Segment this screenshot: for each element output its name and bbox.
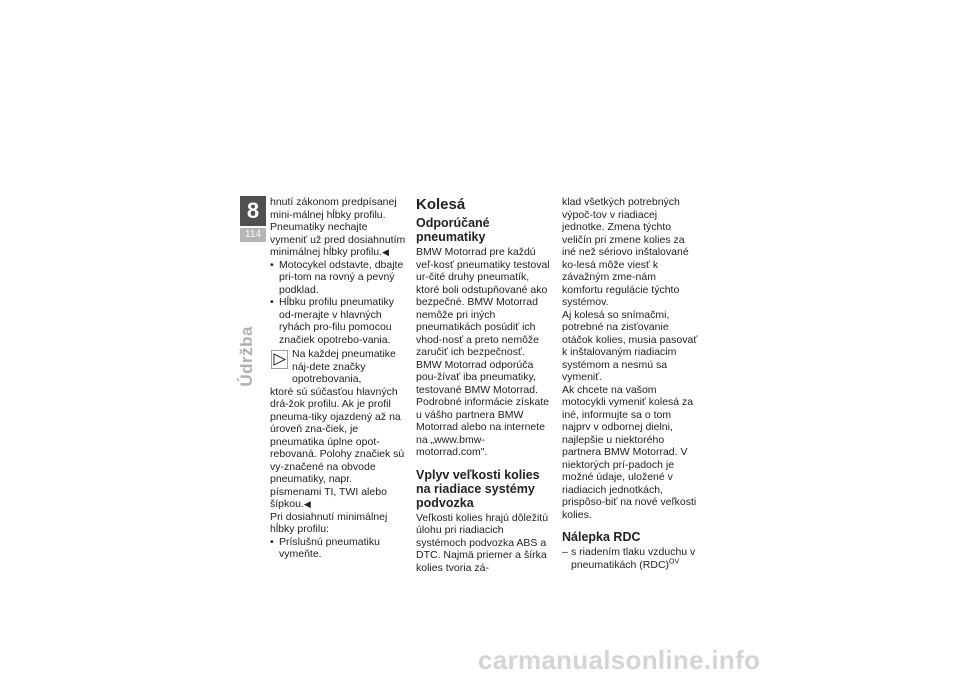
note-rest-text: ktoré sú súčasťou hlavných drá-žok profilu. Ak je profil pneuma-tiky ojazdený až na úroveň zna-čiek, je pneumatika úplne opot-rebovaná. Polohy značiek sú vy-značené na obvode pneumatiky, napr. písmenami TI, TWI alebo šípkou. — [270, 385, 405, 510]
note-text-continued — [270, 386, 406, 511]
note-text: Na každej pneumatike náj-dete značky opotrebovania, — [292, 348, 396, 385]
chapter-tab — [240, 196, 266, 242]
watermark: carmanualsonline.info — [478, 645, 761, 675]
bullet-item: • Motocykel odstavte, dbajte pri-tom na rovný a pevný podklad. — [270, 259, 406, 297]
page-number: 114 — [240, 228, 266, 242]
bullet-item: • Hĺbku profilu pneumatiky od-merajte v hlavných ryhách pro-filu pomocou značiek opotrebo-vania. — [270, 296, 406, 346]
note-block — [270, 348, 406, 511]
paragraph: BMW Motorrad pre každú veľ-kosť pneumatiky testoval ur-čité druhy pneumatík, ktoré boli odstupňované ako bezpečné. BMW Motorrad nemôže pri iných pneumatikách posúdiť ich vhod-nosť a preto nemôže zaručiť ich bezpečnosť. — [416, 246, 550, 358]
dash-item — [562, 546, 698, 571]
end-mark-icon: ◀ — [382, 247, 389, 257]
column-right — [562, 196, 698, 571]
section-title: Údržba — [237, 326, 256, 387]
paragraph: hnutí zákonom predpísanej mini-málnej hĺbky profilu. — [270, 196, 397, 221]
triangle-note-icon — [271, 350, 288, 369]
subheading-rdc-sticker: Nálepka RDC — [562, 530, 641, 544]
paragraph: Ak chcete na vašom motocykli vymeniť kolesá za iné, informujte sa o tom najprv v odbornej dielni, najlepšie u niektorého partnera BMW Motorrad. V niektorých prí-padoch je možné údaje, uložené v riadiacich jednotkách, prispôso-biť na nové veľkosti kolies. — [562, 383, 697, 521]
bullet-item: • Príslušnú pneumatiku vymeňte. — [270, 536, 406, 561]
subheading-wheel-size-influence: Vplyv veľkosti kolies na riadiace systémy podvozka — [416, 467, 540, 510]
column-middle — [416, 196, 552, 574]
paragraph: Veľkosti kolies hrajú dôležitú úlohu pri riadiacich systémoch podvozka ABS a DTC. Najmä priemer a šírka kolies tvoria zá- — [416, 511, 549, 574]
chapter-number: 8 — [240, 196, 266, 226]
paragraph: klad všetkých potrebných výpoč-tov v riadiacej jednotke. Zmena týchto veličín pri zmene kolies za iné než sériovo inštalované ko-lesá môže viesť k závažným zme-nám komfortu regulácie týchto systémov. — [562, 196, 689, 308]
heading-wheels: Kolesá — [416, 196, 466, 213]
paragraph: Podrobné informácie získate u vášho partnera BMW Motorrad alebo na internete na „www.bmw-motorrad.com". — [416, 396, 550, 458]
column-left — [270, 196, 406, 561]
paragraph-text: Pneumatiky nechajte vymeniť už pred dosiahnutím minimálnej hĺbky profilu. — [270, 221, 406, 258]
paragraph: BMW Motorrad odporúča pou-žívať iba pneumatiky, testované BMW Motorrad. — [416, 358, 538, 396]
option-superscript: OV — [669, 558, 680, 565]
paragraph — [270, 221, 406, 259]
paragraph: Pri dosiahnutí minimálnej hĺbky profilu: — [270, 510, 388, 535]
dash-item-text: s riadením tlaku vzduchu v pneumatikách (RDC) — [571, 546, 696, 571]
end-mark-icon: ◀ — [303, 499, 311, 509]
subheading-recommended-tyres: Odporúčané pneumatiky — [416, 216, 490, 244]
paragraph: Aj kolesá so snímačmi, potrebné na zisťovanie otáčok kolies, musia pasovať k inštalovaným riadiacim systémom a nesmú sa vymeniť. — [562, 308, 698, 383]
